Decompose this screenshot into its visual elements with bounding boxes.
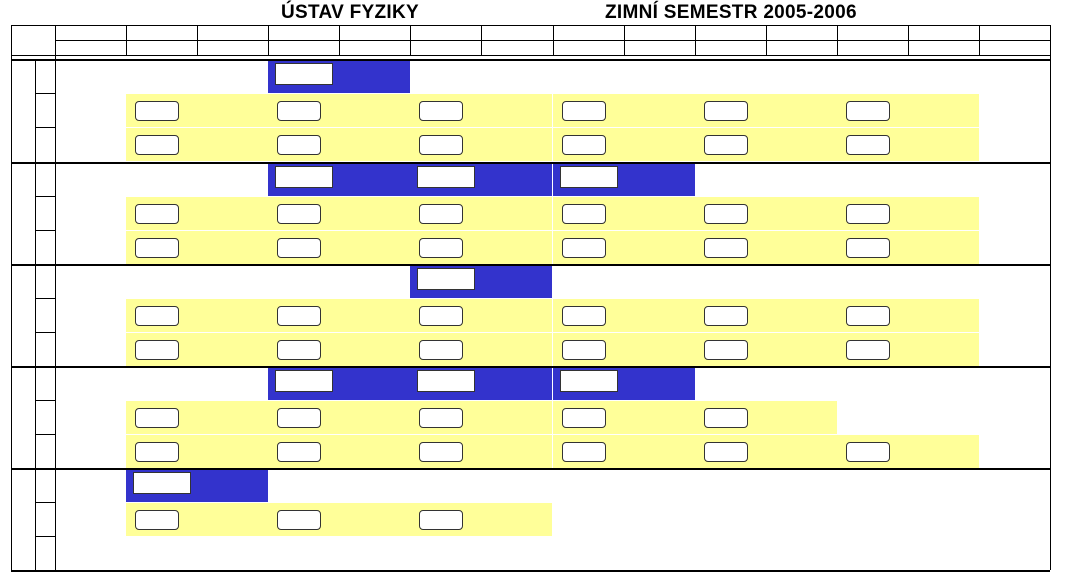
course-code-box[interactable] xyxy=(277,510,321,530)
course-code-box[interactable] xyxy=(135,306,179,326)
course-code-box[interactable] xyxy=(135,442,179,462)
slot-time xyxy=(197,41,268,55)
slot-number xyxy=(55,26,126,40)
slot-time xyxy=(553,41,624,55)
course-code-box[interactable] xyxy=(846,204,890,224)
slot-number xyxy=(766,26,837,40)
grid-line xyxy=(11,366,1050,368)
slot-number xyxy=(979,26,1050,40)
grid-line xyxy=(11,25,1050,26)
course-code-box[interactable] xyxy=(419,510,463,530)
slot-time xyxy=(126,41,197,55)
slot-time xyxy=(339,41,410,55)
slot-time xyxy=(624,41,695,55)
course-code-box[interactable] xyxy=(277,340,321,360)
course-code-box[interactable] xyxy=(135,101,179,121)
course-code-box[interactable] xyxy=(135,510,179,530)
course-code-box[interactable] xyxy=(562,238,606,258)
grid-line xyxy=(35,434,55,435)
course-code-box[interactable] xyxy=(704,442,748,462)
course-code-box[interactable] xyxy=(419,340,463,360)
course-code-box[interactable] xyxy=(419,135,463,155)
course-code-box[interactable] xyxy=(562,306,606,326)
lecture-code-box[interactable] xyxy=(417,268,475,290)
slot-number xyxy=(339,26,410,40)
course-code-box[interactable] xyxy=(419,408,463,428)
lecture-code-box[interactable] xyxy=(133,472,191,494)
grid-line xyxy=(35,93,55,94)
slot-time xyxy=(481,41,552,55)
course-code-box[interactable] xyxy=(704,101,748,121)
grid-line xyxy=(35,332,55,333)
course-code-box[interactable] xyxy=(135,238,179,258)
course-code-box[interactable] xyxy=(277,442,321,462)
slot-time xyxy=(766,41,837,55)
course-code-box[interactable] xyxy=(704,238,748,258)
slot-number xyxy=(268,26,339,40)
slot-number xyxy=(908,26,979,40)
grid-line xyxy=(11,162,1050,164)
course-code-box[interactable] xyxy=(135,408,179,428)
course-code-box[interactable] xyxy=(135,204,179,224)
lecture-code-box[interactable] xyxy=(275,370,333,392)
grid-line xyxy=(35,536,55,537)
slot-number xyxy=(624,26,695,40)
course-code-box[interactable] xyxy=(277,204,321,224)
slot-number xyxy=(126,26,197,40)
grid-line xyxy=(35,298,55,299)
grid-line xyxy=(55,40,1050,41)
grid-line xyxy=(1050,25,1051,570)
course-code-box[interactable] xyxy=(419,238,463,258)
grid-line xyxy=(11,59,1050,61)
course-code-box[interactable] xyxy=(562,408,606,428)
course-code-box[interactable] xyxy=(135,135,179,155)
grid-line xyxy=(11,468,1050,470)
lecture-code-box[interactable] xyxy=(560,166,618,188)
course-code-box[interactable] xyxy=(277,408,321,428)
course-code-box[interactable] xyxy=(704,408,748,428)
grid-line xyxy=(11,264,1050,266)
day-label xyxy=(16,70,30,150)
course-code-box[interactable] xyxy=(562,135,606,155)
course-code-box[interactable] xyxy=(704,340,748,360)
course-code-box[interactable] xyxy=(277,306,321,326)
grid-line xyxy=(35,230,55,231)
grid-line xyxy=(35,196,55,197)
day-label xyxy=(16,173,30,253)
course-code-box[interactable] xyxy=(277,101,321,121)
grid-line xyxy=(55,25,56,570)
slot-number xyxy=(481,26,552,40)
slot-time xyxy=(837,41,908,55)
grid-line xyxy=(11,55,1050,56)
grid-line xyxy=(11,25,12,570)
course-code-box[interactable] xyxy=(846,442,890,462)
slot-time xyxy=(695,41,766,55)
course-code-box[interactable] xyxy=(846,340,890,360)
slot-time xyxy=(268,41,339,55)
course-code-box[interactable] xyxy=(562,204,606,224)
day-label xyxy=(16,479,30,559)
lecture-code-box[interactable] xyxy=(417,166,475,188)
slot-number xyxy=(553,26,624,40)
course-code-box[interactable] xyxy=(135,340,179,360)
course-code-box[interactable] xyxy=(704,306,748,326)
slot-number xyxy=(695,26,766,40)
lecture-code-box[interactable] xyxy=(275,63,333,85)
course-code-box[interactable] xyxy=(277,135,321,155)
course-code-box[interactable] xyxy=(846,306,890,326)
day-label xyxy=(16,377,30,457)
slot-number xyxy=(197,26,268,40)
day-label xyxy=(16,275,30,355)
slot-time xyxy=(55,41,126,55)
course-code-box[interactable] xyxy=(704,135,748,155)
slot-time xyxy=(410,41,481,55)
course-code-box[interactable] xyxy=(419,204,463,224)
course-code-box[interactable] xyxy=(562,442,606,462)
course-code-box[interactable] xyxy=(846,135,890,155)
grid-line xyxy=(35,127,55,128)
slot-time xyxy=(908,41,979,55)
course-code-box[interactable] xyxy=(562,101,606,121)
grid-line xyxy=(11,570,1050,572)
slot-number xyxy=(837,26,908,40)
grid-line xyxy=(35,400,55,401)
course-code-box[interactable] xyxy=(419,306,463,326)
lecture-code-box[interactable] xyxy=(275,166,333,188)
course-code-box[interactable] xyxy=(562,340,606,360)
course-code-box[interactable] xyxy=(846,238,890,258)
course-code-box[interactable] xyxy=(419,442,463,462)
grid-line xyxy=(35,59,36,570)
institute-title: ÚSTAV FYZIKY xyxy=(281,2,420,23)
course-code-box[interactable] xyxy=(704,204,748,224)
lecture-code-box[interactable] xyxy=(417,370,475,392)
course-code-box[interactable] xyxy=(846,101,890,121)
semester-title: ZIMNÍ SEMESTR 2005-2006 xyxy=(605,2,857,23)
slot-number xyxy=(410,26,481,40)
grid-line xyxy=(35,502,55,503)
lecture-code-box[interactable] xyxy=(560,370,618,392)
course-code-box[interactable] xyxy=(419,101,463,121)
course-code-box[interactable] xyxy=(277,238,321,258)
slot-time xyxy=(979,41,1050,55)
